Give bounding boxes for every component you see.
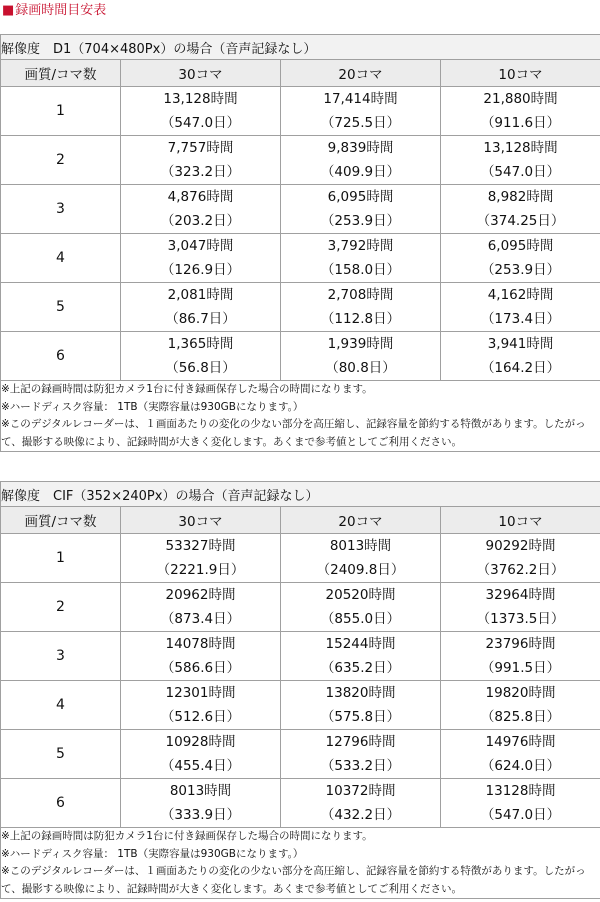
- hours-value: 1,365時間: [167, 336, 234, 352]
- table-notes: [1, 381, 600, 452]
- hours-value: 4,876時間: [167, 189, 234, 205]
- quality-level: 4: [1, 234, 121, 283]
- hours-value: 9,839時間: [327, 140, 394, 156]
- time-cell: [441, 583, 600, 632]
- days-value: （164.2日）: [480, 360, 561, 376]
- quality-level: 5: [1, 283, 121, 332]
- hours-value: 8,982時間: [487, 189, 554, 205]
- days-value: （409.9日）: [320, 164, 401, 180]
- days-value: （533.2日）: [320, 758, 401, 774]
- quality-level: 3: [1, 185, 121, 234]
- table-row: [1, 681, 600, 730]
- hours-value: 13820時間: [325, 685, 396, 701]
- time-cell: [281, 87, 441, 136]
- days-value: （512.6日）: [160, 709, 241, 725]
- quality-level: 4: [1, 681, 121, 730]
- hours-value: 13128時間: [485, 783, 556, 799]
- quality-level: 6: [1, 332, 121, 381]
- days-value: （586.6日）: [160, 660, 241, 676]
- days-value: （2409.8日）: [316, 562, 405, 578]
- hours-value: 8013時間: [169, 783, 232, 799]
- days-value: （855.0日）: [320, 611, 401, 627]
- quality-level: 6: [1, 779, 121, 828]
- days-value: （825.8日）: [480, 709, 561, 725]
- time-cell: [281, 332, 441, 381]
- table-row: [1, 87, 600, 136]
- hours-value: 2,708時間: [327, 287, 394, 303]
- hours-value: 14976時間: [485, 734, 556, 750]
- time-cell: [281, 779, 441, 828]
- days-value: （173.4日）: [480, 311, 561, 327]
- hours-value: 10928時間: [165, 734, 236, 750]
- hours-value: 1,939時間: [327, 336, 394, 352]
- days-value: （3762.2日）: [476, 562, 565, 578]
- hours-value: 8013時間: [329, 538, 392, 554]
- hours-value: 12301時間: [165, 685, 236, 701]
- time-cell: [281, 136, 441, 185]
- days-value: （56.8日）: [165, 360, 236, 376]
- quality-level: 1: [1, 534, 121, 583]
- hours-value: 3,792時間: [327, 238, 394, 254]
- time-cell: [441, 87, 600, 136]
- days-value: （158.0日）: [320, 262, 401, 278]
- heading-square-icon: ■: [2, 3, 15, 18]
- hours-value: 19820時間: [485, 685, 556, 701]
- days-value: （253.9日）: [320, 213, 401, 229]
- recording-time-table-d1: [0, 34, 600, 452]
- days-value: （2221.9日）: [156, 562, 245, 578]
- recording-time-table-cif: [0, 481, 600, 899]
- days-value: （374.25日）: [476, 213, 565, 229]
- note-line: ※ハードディスク容量： 1TB（実際容量は930GBになります。）: [1, 400, 304, 413]
- days-value: （575.8日）: [320, 709, 401, 725]
- time-cell: [281, 583, 441, 632]
- table-row: [1, 583, 600, 632]
- time-cell: [441, 779, 600, 828]
- time-cell: [281, 234, 441, 283]
- time-cell: [121, 681, 281, 730]
- time-cell: [121, 185, 281, 234]
- days-value: （86.7日）: [165, 311, 236, 327]
- days-value: （432.2日）: [320, 807, 401, 823]
- days-value: （323.2日）: [160, 164, 241, 180]
- time-cell: [281, 534, 441, 583]
- time-cell: [441, 730, 600, 779]
- hours-value: 17,414時間: [323, 91, 398, 107]
- note-line: ※このデジタルレコーダーは、１画面あたりの変化の少ない部分を高圧縮し、記録容量を節約する特徴があります。したがって、撮影する映像により、記録時間が大きく変化します。あくまで参考値としてご利用ください。: [1, 418, 586, 448]
- table-row: [1, 632, 600, 681]
- time-cell: [281, 681, 441, 730]
- hours-value: 13,128時間: [483, 140, 558, 156]
- days-value: （455.4日）: [160, 758, 241, 774]
- hours-value: 20520時間: [325, 587, 396, 603]
- table-row: [1, 730, 600, 779]
- time-cell: [281, 185, 441, 234]
- days-value: （547.0日）: [160, 115, 241, 131]
- hours-value: 90292時間: [485, 538, 556, 554]
- time-cell: [441, 332, 600, 381]
- hours-value: 20962時間: [165, 587, 236, 603]
- hours-value: 14078時間: [165, 636, 236, 652]
- days-value: （547.0日）: [480, 807, 561, 823]
- column-header-10fps: 10コマ: [441, 60, 600, 87]
- days-value: （203.2日）: [160, 213, 241, 229]
- hours-value: 4,162時間: [487, 287, 554, 303]
- time-cell: [121, 779, 281, 828]
- table-caption: 解像度 CIF（352×240Px）の場合（音声記録なし）: [1, 482, 600, 507]
- table-notes: [1, 828, 600, 899]
- column-header-30fps: 30コマ: [121, 507, 281, 534]
- time-cell: [121, 583, 281, 632]
- time-cell: [121, 283, 281, 332]
- table-row: [1, 234, 600, 283]
- column-header-20fps: 20コマ: [281, 507, 441, 534]
- days-value: （126.9日）: [160, 262, 241, 278]
- column-header-30fps: 30コマ: [121, 60, 281, 87]
- hours-value: 13,128時間: [163, 91, 238, 107]
- hours-value: 6,095時間: [327, 189, 394, 205]
- quality-level: 2: [1, 583, 121, 632]
- table-row: [1, 332, 600, 381]
- time-cell: [441, 283, 600, 332]
- hours-value: 12796時間: [325, 734, 396, 750]
- days-value: （635.2日）: [320, 660, 401, 676]
- quality-level: 5: [1, 730, 121, 779]
- time-cell: [281, 632, 441, 681]
- hours-value: 15244時間: [325, 636, 396, 652]
- hours-value: 32964時間: [485, 587, 556, 603]
- days-value: （547.0日）: [480, 164, 561, 180]
- note-line: ※上記の録画時間は防犯カメラ1台に付き録画保存した場合の時間になります。: [1, 830, 373, 842]
- table-row: [1, 185, 600, 234]
- hours-value: 7,757時間: [167, 140, 234, 156]
- days-value: （624.0日）: [480, 758, 561, 774]
- time-cell: [121, 534, 281, 583]
- days-value: （1373.5日）: [476, 611, 565, 627]
- time-cell: [441, 234, 600, 283]
- time-cell: [121, 730, 281, 779]
- time-cell: [441, 632, 600, 681]
- time-cell: [441, 681, 600, 730]
- days-value: （725.5日）: [320, 115, 401, 131]
- column-header-10fps: 10コマ: [441, 507, 600, 534]
- table-row: [1, 136, 600, 185]
- table-row: [1, 779, 600, 828]
- days-value: （253.9日）: [480, 262, 561, 278]
- time-cell: [121, 234, 281, 283]
- note-line: ※このデジタルレコーダーは、１画面あたりの変化の少ない部分を高圧縮し、記録容量を節約する特徴があります。したがって、撮影する映像により、記録時間が大きく変化します。あくまで参考値としてご利用ください。: [1, 865, 586, 895]
- time-cell: [281, 283, 441, 332]
- column-header-quality: 画質/コマ数: [1, 60, 121, 87]
- time-cell: [441, 534, 600, 583]
- hours-value: 10372時間: [325, 783, 396, 799]
- days-value: （873.4日）: [160, 611, 241, 627]
- hours-value: 3,047時間: [167, 238, 234, 254]
- note-line: ※ハードディスク容量： 1TB（実際容量は930GBになります。）: [1, 847, 304, 860]
- time-cell: [121, 332, 281, 381]
- table-caption: 解像度 D1（704×480Px）の場合（音声記録なし）: [1, 35, 600, 60]
- days-value: （333.9日）: [160, 807, 241, 823]
- quality-level: 1: [1, 87, 121, 136]
- table-row: [1, 534, 600, 583]
- time-cell: [121, 632, 281, 681]
- days-value: （80.8日）: [325, 360, 396, 376]
- quality-level: 2: [1, 136, 121, 185]
- hours-value: 3,941時間: [487, 336, 554, 352]
- quality-level: 3: [1, 632, 121, 681]
- column-header-quality: 画質/コマ数: [1, 507, 121, 534]
- time-cell: [121, 87, 281, 136]
- days-value: （911.6日）: [480, 115, 561, 131]
- hours-value: 6,095時間: [487, 238, 554, 254]
- hours-value: 53327時間: [165, 538, 236, 554]
- hours-value: 2,081時間: [167, 287, 234, 303]
- days-value: （991.5日）: [480, 660, 561, 676]
- time-cell: [121, 136, 281, 185]
- days-value: （112.8日）: [320, 311, 401, 327]
- note-line: ※上記の録画時間は防犯カメラ1台に付き録画保存した場合の時間になります。: [1, 383, 373, 395]
- page-heading: [2, 1, 106, 21]
- hours-value: 21,880時間: [483, 91, 558, 107]
- time-cell: [281, 730, 441, 779]
- heading-title: 録画時間目安表: [15, 3, 107, 18]
- time-cell: [441, 185, 600, 234]
- table-row: [1, 283, 600, 332]
- hours-value: 23796時間: [485, 636, 556, 652]
- time-cell: [441, 136, 600, 185]
- column-header-20fps: 20コマ: [281, 60, 441, 87]
